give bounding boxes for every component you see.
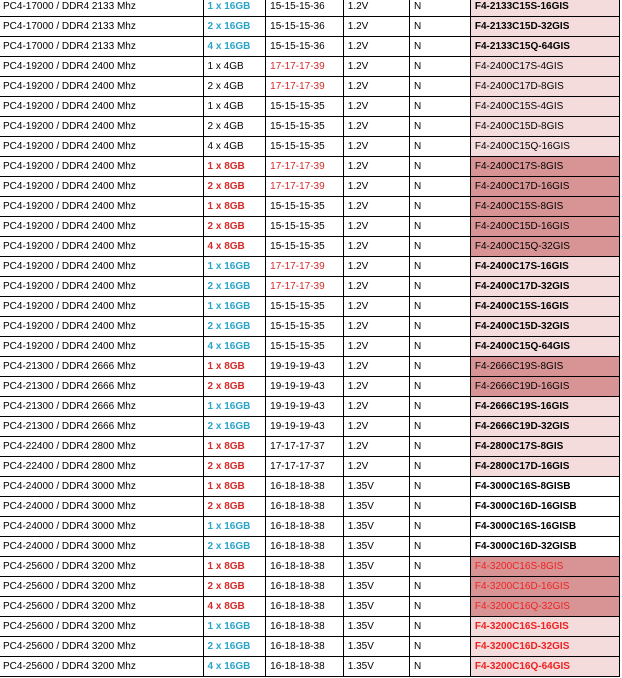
voltage-cell: 1.2V (343, 377, 409, 397)
flag-cell: N (409, 337, 470, 357)
flag-cell: N (409, 557, 470, 577)
voltage-cell: 1.2V (343, 137, 409, 157)
table-row (0, 17, 620, 37)
flag-cell: N (409, 177, 470, 197)
flag-cell: N (409, 397, 470, 417)
table-row (0, 377, 620, 397)
table-row (0, 417, 620, 437)
voltage-cell: 1.35V (343, 657, 409, 677)
kit-size-cell: 2 x 8GB (203, 497, 266, 517)
voltage-cell: 1.2V (343, 357, 409, 377)
part-number-cell: F4-3200C16D-16GIS (470, 577, 619, 597)
part-number-cell: F4-2800C17S-8GIS (470, 437, 619, 457)
voltage-cell: 1.2V (343, 237, 409, 257)
voltage-cell: 1.2V (343, 77, 409, 97)
flag-cell: N (409, 117, 470, 137)
kit-size-cell: 4 x 16GB (203, 37, 266, 57)
timing-cell: 16-18-18-38 (266, 637, 344, 657)
timing-cell: 17-17-17-39 (266, 77, 344, 97)
table-row (0, 177, 620, 197)
speed-spec-cell: PC4-19200 / DDR4 2400 Mhz (0, 157, 203, 177)
speed-spec-cell: PC4-22400 / DDR4 2800 Mhz (0, 437, 203, 457)
speed-spec-cell: PC4-25600 / DDR4 3200 Mhz (0, 577, 203, 597)
flag-cell: N (409, 57, 470, 77)
kit-size-cell: 1 x 8GB (203, 157, 266, 177)
part-number-cell: F4-2800C17D-16GIS (470, 457, 619, 477)
voltage-cell: 1.2V (343, 177, 409, 197)
timing-cell: 17-17-17-37 (266, 457, 344, 477)
table-row (0, 537, 620, 557)
part-number-cell: F4-3000C16S-8GISB (470, 477, 619, 497)
kit-size-cell: 4 x 16GB (203, 657, 266, 677)
timing-cell: 15-15-15-35 (266, 197, 344, 217)
speed-spec-cell: PC4-19200 / DDR4 2400 Mhz (0, 317, 203, 337)
timing-cell: 16-18-18-38 (266, 477, 344, 497)
timing-cell: 15-15-15-36 (266, 0, 344, 17)
speed-spec-cell: PC4-24000 / DDR4 3000 Mhz (0, 477, 203, 497)
part-number-cell: F4-2400C15Q-64GIS (470, 337, 619, 357)
voltage-cell: 1.2V (343, 257, 409, 277)
speed-spec-cell: PC4-19200 / DDR4 2400 Mhz (0, 177, 203, 197)
timing-cell: 15-15-15-35 (266, 297, 344, 317)
kit-size-cell: 4 x 16GB (203, 337, 266, 357)
voltage-cell: 1.2V (343, 117, 409, 137)
speed-spec-cell: PC4-21300 / DDR4 2666 Mhz (0, 357, 203, 377)
flag-cell: N (409, 437, 470, 457)
part-number-cell: F4-2666C19D-16GIS (470, 377, 619, 397)
flag-cell: N (409, 97, 470, 117)
timing-cell: 15-15-15-35 (266, 337, 344, 357)
speed-spec-cell: PC4-21300 / DDR4 2666 Mhz (0, 417, 203, 437)
timing-cell: 15-15-15-36 (266, 17, 344, 37)
flag-cell: N (409, 197, 470, 217)
kit-size-cell: 2 x 16GB (203, 277, 266, 297)
part-number-cell: F4-3200C16Q-32GIS (470, 597, 619, 617)
table-row (0, 637, 620, 657)
part-number-cell: F4-2400C17D-16GIS (470, 177, 619, 197)
kit-size-cell: 2 x 4GB (203, 77, 266, 97)
flag-cell: N (409, 17, 470, 37)
timing-cell: 17-17-17-39 (266, 277, 344, 297)
kit-size-cell: 1 x 16GB (203, 517, 266, 537)
table-row (0, 0, 620, 17)
part-number-cell: F4-2133C15S-16GIS (470, 0, 619, 17)
flag-cell: N (409, 477, 470, 497)
part-number-cell: F4-3200C16D-32GIS (470, 637, 619, 657)
part-number-cell: F4-2400C17D-8GIS (470, 77, 619, 97)
part-number-cell: F4-3200C16Q-64GIS (470, 657, 619, 677)
table-row (0, 37, 620, 57)
speed-spec-cell: PC4-22400 / DDR4 2800 Mhz (0, 457, 203, 477)
part-number-cell: F4-2400C17D-32GIS (470, 277, 619, 297)
speed-spec-cell: PC4-17000 / DDR4 2133 Mhz (0, 17, 203, 37)
flag-cell: N (409, 37, 470, 57)
table-row (0, 277, 620, 297)
voltage-cell: 1.2V (343, 437, 409, 457)
part-number-cell: F4-3000C16D-32GISB (470, 537, 619, 557)
table-row (0, 317, 620, 337)
part-number-cell: F4-2400C15D-8GIS (470, 117, 619, 137)
part-number-cell: F4-3000C16S-16GISB (470, 517, 619, 537)
voltage-cell: 1.2V (343, 277, 409, 297)
table-row (0, 497, 620, 517)
part-number-cell: F4-2400C15D-16GIS (470, 217, 619, 237)
timing-cell: 16-18-18-38 (266, 657, 344, 677)
timing-cell: 17-17-17-37 (266, 437, 344, 457)
voltage-cell: 1.35V (343, 477, 409, 497)
part-number-cell: F4-3200C16S-8GIS (470, 557, 619, 577)
part-number-cell: F4-2400C17S-8GIS (470, 157, 619, 177)
kit-size-cell: 2 x 16GB (203, 537, 266, 557)
timing-cell: 17-17-17-39 (266, 57, 344, 77)
speed-spec-cell: PC4-25600 / DDR4 3200 Mhz (0, 657, 203, 677)
voltage-cell: 1.35V (343, 617, 409, 637)
timing-cell: 15-15-15-35 (266, 97, 344, 117)
speed-spec-cell: PC4-19200 / DDR4 2400 Mhz (0, 77, 203, 97)
kit-size-cell: 1 x 4GB (203, 57, 266, 77)
table-row (0, 557, 620, 577)
part-number-cell: F4-2400C15S-4GIS (470, 97, 619, 117)
flag-cell: N (409, 637, 470, 657)
flag-cell: N (409, 597, 470, 617)
timing-cell: 15-15-15-35 (266, 137, 344, 157)
part-number-cell: F4-2400C15Q-16GIS (470, 137, 619, 157)
timing-cell: 16-18-18-38 (266, 617, 344, 637)
voltage-cell: 1.2V (343, 197, 409, 217)
timing-cell: 17-17-17-39 (266, 177, 344, 197)
kit-size-cell: 4 x 8GB (203, 237, 266, 257)
voltage-cell: 1.2V (343, 0, 409, 17)
timing-cell: 16-18-18-38 (266, 597, 344, 617)
table-row (0, 397, 620, 417)
table-row (0, 77, 620, 97)
table-row (0, 357, 620, 377)
table-row (0, 257, 620, 277)
speed-spec-cell: PC4-25600 / DDR4 3200 Mhz (0, 637, 203, 657)
flag-cell: N (409, 377, 470, 397)
kit-size-cell: 1 x 8GB (203, 197, 266, 217)
table-row (0, 97, 620, 117)
voltage-cell: 1.2V (343, 97, 409, 117)
timing-cell: 19-19-19-43 (266, 357, 344, 377)
flag-cell: N (409, 137, 470, 157)
part-number-cell: F4-2666C19D-32GIS (470, 417, 619, 437)
speed-spec-cell: PC4-19200 / DDR4 2400 Mhz (0, 117, 203, 137)
voltage-cell: 1.2V (343, 337, 409, 357)
table-row (0, 197, 620, 217)
voltage-cell: 1.35V (343, 497, 409, 517)
voltage-cell: 1.2V (343, 297, 409, 317)
kit-size-cell: 1 x 4GB (203, 97, 266, 117)
table-row (0, 297, 620, 317)
kit-size-cell: 4 x 4GB (203, 137, 266, 157)
speed-spec-cell: PC4-21300 / DDR4 2666 Mhz (0, 377, 203, 397)
speed-spec-cell: PC4-24000 / DDR4 3000 Mhz (0, 517, 203, 537)
voltage-cell: 1.2V (343, 417, 409, 437)
table-row (0, 437, 620, 457)
part-number-cell: F4-2400C15S-16GIS (470, 297, 619, 317)
table-row (0, 337, 620, 357)
speed-spec-cell: PC4-17000 / DDR4 2133 Mhz (0, 0, 203, 17)
table-row (0, 117, 620, 137)
timing-cell: 16-18-18-38 (266, 577, 344, 597)
timing-cell: 16-18-18-38 (266, 517, 344, 537)
table-row (0, 137, 620, 157)
part-number-cell: F4-3000C16D-16GISB (470, 497, 619, 517)
timing-cell: 15-15-15-35 (266, 117, 344, 137)
timing-cell: 16-18-18-38 (266, 497, 344, 517)
table-row (0, 477, 620, 497)
kit-size-cell: 1 x 16GB (203, 257, 266, 277)
flag-cell: N (409, 537, 470, 557)
part-number-cell: F4-2400C15Q-32GIS (470, 237, 619, 257)
table-row (0, 217, 620, 237)
kit-size-cell: 2 x 16GB (203, 417, 266, 437)
flag-cell: N (409, 237, 470, 257)
timing-cell: 17-17-17-39 (266, 157, 344, 177)
part-number-cell: F4-3200C16S-16GIS (470, 617, 619, 637)
flag-cell: N (409, 297, 470, 317)
table-row (0, 617, 620, 637)
part-number-cell: F4-2666C19S-8GIS (470, 357, 619, 377)
kit-size-cell: 2 x 8GB (203, 457, 266, 477)
kit-size-cell: 1 x 16GB (203, 617, 266, 637)
flag-cell: N (409, 577, 470, 597)
part-number-cell: F4-2133C15D-32GIS (470, 17, 619, 37)
voltage-cell: 1.2V (343, 17, 409, 37)
kit-size-cell: 2 x 16GB (203, 17, 266, 37)
table-row (0, 577, 620, 597)
kit-size-cell: 1 x 8GB (203, 477, 266, 497)
timing-cell: 19-19-19-43 (266, 377, 344, 397)
kit-size-cell: 2 x 16GB (203, 317, 266, 337)
timing-cell: 17-17-17-39 (266, 257, 344, 277)
kit-size-cell: 2 x 16GB (203, 637, 266, 657)
timing-cell: 19-19-19-43 (266, 397, 344, 417)
speed-spec-cell: PC4-19200 / DDR4 2400 Mhz (0, 57, 203, 77)
voltage-cell: 1.2V (343, 57, 409, 77)
table-row (0, 237, 620, 257)
part-number-cell: F4-2400C15D-32GIS (470, 317, 619, 337)
speed-spec-cell: PC4-24000 / DDR4 3000 Mhz (0, 537, 203, 557)
speed-spec-cell: PC4-19200 / DDR4 2400 Mhz (0, 277, 203, 297)
voltage-cell: 1.35V (343, 637, 409, 657)
kit-size-cell: 2 x 8GB (203, 217, 266, 237)
voltage-cell: 1.2V (343, 317, 409, 337)
speed-spec-cell: PC4-17000 / DDR4 2133 Mhz (0, 37, 203, 57)
kit-size-cell: 1 x 16GB (203, 297, 266, 317)
voltage-cell: 1.2V (343, 457, 409, 477)
speed-spec-cell: PC4-19200 / DDR4 2400 Mhz (0, 217, 203, 237)
voltage-cell: 1.2V (343, 37, 409, 57)
kit-size-cell: 4 x 8GB (203, 597, 266, 617)
timing-cell: 15-15-15-35 (266, 317, 344, 337)
timing-cell: 15-15-15-35 (266, 237, 344, 257)
table-row (0, 597, 620, 617)
flag-cell: N (409, 77, 470, 97)
flag-cell: N (409, 217, 470, 237)
timing-cell: 16-18-18-38 (266, 557, 344, 577)
speed-spec-cell: PC4-19200 / DDR4 2400 Mhz (0, 257, 203, 277)
speed-spec-cell: PC4-25600 / DDR4 3200 Mhz (0, 557, 203, 577)
voltage-cell: 1.2V (343, 217, 409, 237)
speed-spec-cell: PC4-25600 / DDR4 3200 Mhz (0, 597, 203, 617)
flag-cell: N (409, 497, 470, 517)
kit-size-cell: 1 x 16GB (203, 397, 266, 417)
part-number-cell: F4-2133C15Q-64GIS (470, 37, 619, 57)
timing-cell: 15-15-15-35 (266, 217, 344, 237)
flag-cell: N (409, 417, 470, 437)
flag-cell: N (409, 277, 470, 297)
kit-size-cell: 2 x 8GB (203, 377, 266, 397)
part-number-cell: F4-2400C17S-4GIS (470, 57, 619, 77)
voltage-cell: 1.35V (343, 537, 409, 557)
kit-size-cell: 1 x 8GB (203, 437, 266, 457)
voltage-cell: 1.2V (343, 397, 409, 417)
part-number-cell: F4-2666C19S-16GIS (470, 397, 619, 417)
kit-size-cell: 1 x 8GB (203, 557, 266, 577)
part-number-cell: F4-2400C17S-16GIS (470, 257, 619, 277)
kit-size-cell: 1 x 8GB (203, 357, 266, 377)
flag-cell: N (409, 0, 470, 17)
table-row (0, 157, 620, 177)
kit-size-cell: 2 x 8GB (203, 577, 266, 597)
flag-cell: N (409, 517, 470, 537)
flag-cell: N (409, 357, 470, 377)
voltage-cell: 1.35V (343, 597, 409, 617)
kit-size-cell: 2 x 4GB (203, 117, 266, 137)
voltage-cell: 1.2V (343, 157, 409, 177)
voltage-cell: 1.35V (343, 577, 409, 597)
table-row (0, 517, 620, 537)
flag-cell: N (409, 457, 470, 477)
timing-cell: 15-15-15-36 (266, 37, 344, 57)
speed-spec-cell: PC4-25600 / DDR4 3200 Mhz (0, 617, 203, 637)
kit-size-cell: 2 x 8GB (203, 177, 266, 197)
speed-spec-cell: PC4-19200 / DDR4 2400 Mhz (0, 237, 203, 257)
timing-cell: 16-18-18-38 (266, 537, 344, 557)
voltage-cell: 1.35V (343, 517, 409, 537)
kit-size-cell: 1 x 16GB (203, 0, 266, 17)
table-row (0, 657, 620, 677)
speed-spec-cell: PC4-19200 / DDR4 2400 Mhz (0, 97, 203, 117)
part-number-cell: F4-2400C15S-8GIS (470, 197, 619, 217)
speed-spec-cell: PC4-19200 / DDR4 2400 Mhz (0, 137, 203, 157)
flag-cell: N (409, 617, 470, 637)
flag-cell: N (409, 657, 470, 677)
table-row (0, 57, 620, 77)
speed-spec-cell: PC4-19200 / DDR4 2400 Mhz (0, 297, 203, 317)
timing-cell: 19-19-19-43 (266, 417, 344, 437)
flag-cell: N (409, 317, 470, 337)
speed-spec-cell: PC4-19200 / DDR4 2400 Mhz (0, 197, 203, 217)
speed-spec-cell: PC4-21300 / DDR4 2666 Mhz (0, 397, 203, 417)
table-row (0, 457, 620, 477)
flag-cell: N (409, 157, 470, 177)
speed-spec-cell: PC4-19200 / DDR4 2400 Mhz (0, 337, 203, 357)
speed-spec-cell: PC4-24000 / DDR4 3000 Mhz (0, 497, 203, 517)
voltage-cell: 1.35V (343, 557, 409, 577)
flag-cell: N (409, 257, 470, 277)
